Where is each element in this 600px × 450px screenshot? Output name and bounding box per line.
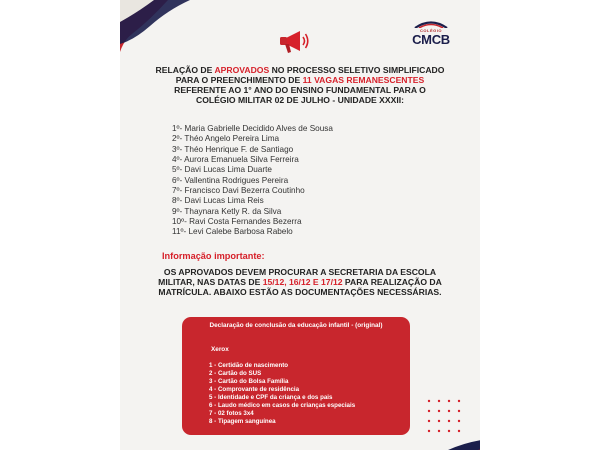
info-dates: 15/12, 16/12 E 17/12 [262,277,343,287]
documents-list [209,362,355,426]
decorative-wave-top-left [120,0,210,60]
logo-arch-icon [413,20,449,28]
heading-highlight-vacancies: 11 VAGAS REMANESCENTES [302,75,425,85]
list-item: 1 - Certidão de nascimento [209,362,289,369]
info-title: Informação importante: [162,251,265,261]
decorative-wave-bottom-right [430,430,480,450]
xerox-label: Xerox [211,346,229,353]
list-item: 6 - Laudo médico em casos de crianças especiais [209,402,356,410]
list-item: 11º- Levi Calebe Barbosa Rabelo [172,227,293,237]
info-part-2: PARA REALIZAÇÃO DA MATRÍCULA. ABAIXO ESTÃO AS DOCUMENTAÇÕES NECESSÁRIAS. [158,277,442,297]
logo-brand: CMCB [412,32,450,47]
list-item: 4º- Aurora Emanuela Silva Ferreira [172,155,299,165]
heading-highlight-approved: APROVADOS [214,65,270,75]
approved-list [172,124,333,238]
heading-part-1: RELAÇÃO DE [155,65,215,75]
cmcb-logo [406,20,456,54]
megaphone-icon [276,28,312,58]
list-item: 1º- Maria Gabrielle Decidido Alves de Sousa [172,124,333,133]
list-item: 3º- Théo Henrique F. de Santiago [172,144,294,154]
declaration-text: Declaração de conclusão da educação infantil - (original) [209,322,383,329]
logo-top-text: COLÉGIO [420,28,442,33]
list-item: 2 - Cartão do SUS [209,370,262,378]
info-text [154,267,446,297]
announcement-poster [120,0,480,450]
list-item: 5 - Identidade e CPF da criança e dos pais [209,394,333,402]
list-item: 4 - Comprovante de residência [209,386,300,394]
list-item: 10º- Ravi Costa Fernandes Bezerra [172,217,302,227]
documents-box [182,317,410,435]
list-item: 3 - Cartão do Bolsa Família [209,378,289,386]
list-item: 7 - 02 fotos 3x4 [209,410,254,418]
list-item: 5º- Davi Lucas Lima Duarte [172,165,272,175]
heading-part-2: NO PROCESSO SELETIVO SIMPLIFICADO PARA O PREENCHIMENTO DE [175,65,445,85]
announcement-heading [154,65,446,105]
list-item: 7º- Francisco Davi Bezerra Coutinho [172,186,305,196]
list-item: 6º- Vallentina Rodrigues Pereira [172,175,289,185]
list-item: 9º- Thaynara Ketly R. da Silva [172,206,282,216]
list-item: 8º- Davi Lucas Lima Reis [172,196,264,206]
info-part-1: OS APROVADOS DEVEM PROCURAR A SECRETARIA DA ESCOLA MILITAR, NAS DATAS DE [158,267,437,287]
heading-part-3: REFERENTE AO 1° ANO DO ENSINO FUNDAMENTAL PARA O COLÉGIO MILITAR 02 DE JULHO - UNIDADE XXXII: [174,85,426,105]
list-item: 8 - Tipagem sanguínea [209,418,276,426]
list-item: 2º- Théo Angelo Pereira Lima [172,134,280,144]
